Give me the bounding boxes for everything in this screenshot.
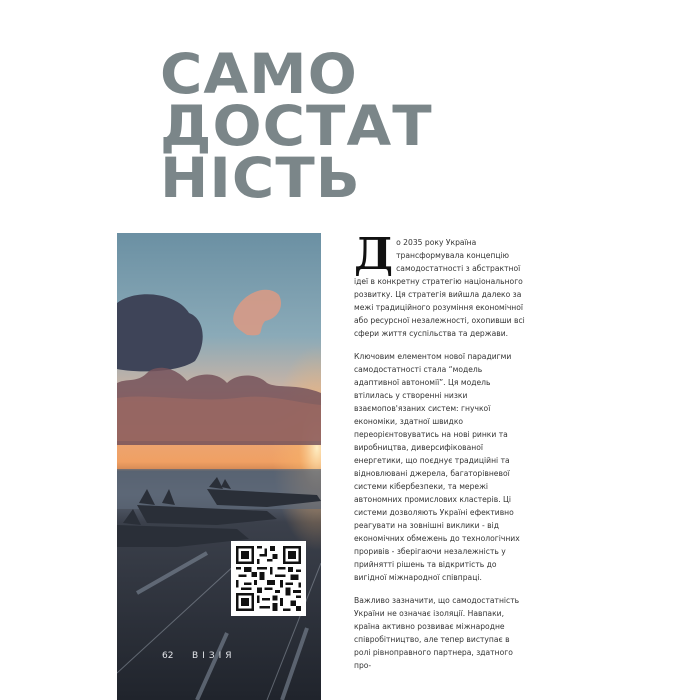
qr-code-icon [236,546,301,611]
paragraph-2: Ключовим елементом нової парадигми самодостатності стала “модель адаптивної автономії”. Ця модель втілилась у створенні низки взаємопов'язаних систем: гнучкої економіки, здатної швидко переорієнтовуватись на нові ринки та виробництва, диверсифікованої енергетики, що поєднує традиційні та відновлювані джерела, багаторівневої системи кібербезпеки, та мережі автономних промислових кластерів. Ці системи дозволяють Україні ефективно реагувати на зовнішні виклики - від економічних обмежень до технологічних проривів - зберігаючи незалежність у прийнятті рішень та відкритість до вигідної міжнародної співпраці. [354,352,520,582]
title-line-1: САМО [160,42,358,106]
title-line-2: ДОСТАТ [160,94,433,158]
qr-code[interactable] [231,541,306,616]
page-title [160,42,433,210]
title-line-3: НІСТЬ [160,146,361,210]
paragraph-3: Важливо зазначити, що самодостатність України не означає ізоляції. Навпаки, країна активно розвиває міжнародне співробітництво, але тепер виступає в ролі рівноправного партнера, здатного про- [354,596,520,670]
article-body [354,229,528,682]
page-number: 62 [162,651,174,661]
drop-cap: Д [354,229,394,280]
section-label: ВІЗІЯ [192,651,236,661]
paragraph-1: До 2035 року Україна трансформувала концепцію самодостатності з абстрактної ідеї в конкретну стратегію національного розвитку. Ця стратегія вийшла далеко за межі традиційного розуміння економічної або ресурсної незалежності, охопивши всі сфери життя суспільства та держави. [354,229,525,338]
hero-photo [117,233,321,700]
